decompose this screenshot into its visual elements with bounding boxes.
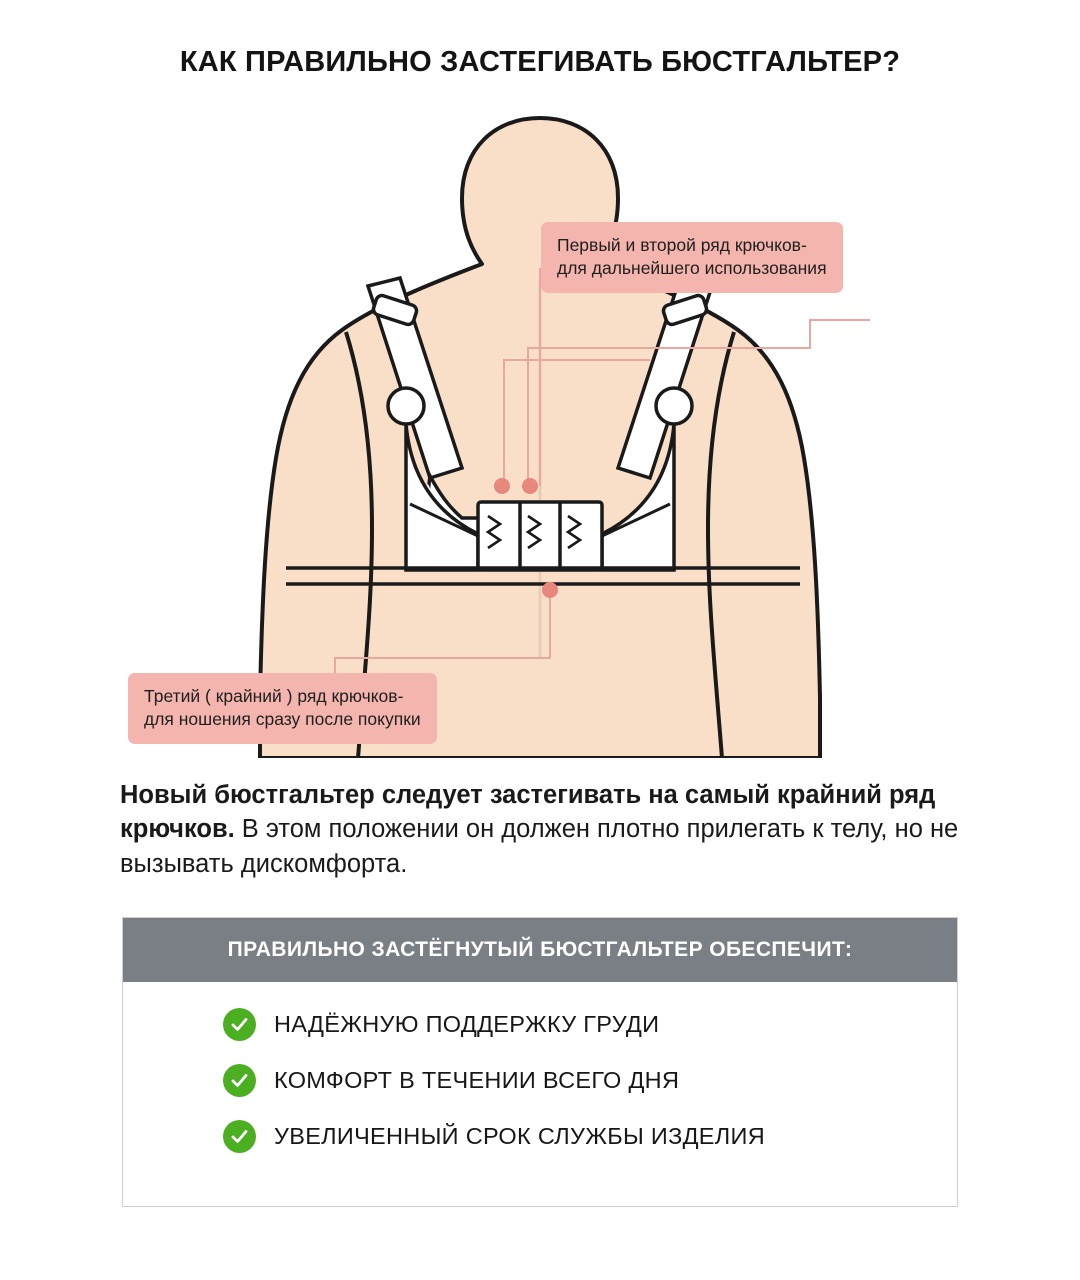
list-item: [223, 1120, 957, 1153]
advice-paragraph-rest: В этом положении он должен плотно прилегать к телу, но не вызывать дискомфорта.: [120, 815, 959, 878]
benefit-label: УВЕЛИЧЕННЫЙ СРОК СЛУЖБЫ ИЗДЕЛИЯ: [274, 1123, 765, 1149]
list-item: [223, 1064, 957, 1097]
check-circle-icon: [223, 1064, 256, 1097]
hook-dot-right: [522, 478, 538, 494]
callout-hooks-rows-1-2: [541, 222, 843, 293]
hook-dot-left: [494, 478, 510, 494]
advice-paragraph: [120, 778, 970, 881]
page-title: КАК ПРАВИЛЬНО ЗАСТЕГИВАТЬ БЮСТГАЛЬТЕР?: [179, 46, 901, 78]
hook-dot-bottom: [542, 582, 558, 598]
callout-top-line1: Первый и второй ряд крючков-: [557, 235, 807, 255]
illustration-area: [110, 98, 970, 758]
check-circle-icon: [223, 1008, 256, 1041]
list-item: [223, 1008, 957, 1041]
callout-bottom-line1: Третий ( крайний ) ряд крючков-: [144, 686, 404, 706]
woman-back-with-bra-illustration: [110, 98, 970, 758]
benefit-label: НАДЁЖНУЮ ПОДДЕРЖКУ ГРУДИ: [274, 1011, 660, 1037]
benefits-list: [123, 982, 957, 1153]
benefits-panel-header: ПРАВИЛЬНО ЗАСТЁГНУТЫЙ БЮСТГАЛЬТЕР ОБЕСПЕЧИТ:: [123, 918, 957, 982]
callout-hooks-row-3: [128, 673, 437, 744]
callout-top-line2: для дальнейшего использования: [557, 258, 827, 279]
benefits-panel: [122, 917, 958, 1207]
callout-bottom-line2: для ношения сразу после покупки: [144, 709, 421, 730]
advice-paragraph-bold: Новый бюстгальтер следует застегивать на самый крайний ряд крючков.: [120, 781, 936, 844]
check-circle-icon: [223, 1120, 256, 1153]
benefit-label: КОМФОРТ В ТЕЧЕНИИ ВСЕГО ДНЯ: [274, 1067, 680, 1093]
